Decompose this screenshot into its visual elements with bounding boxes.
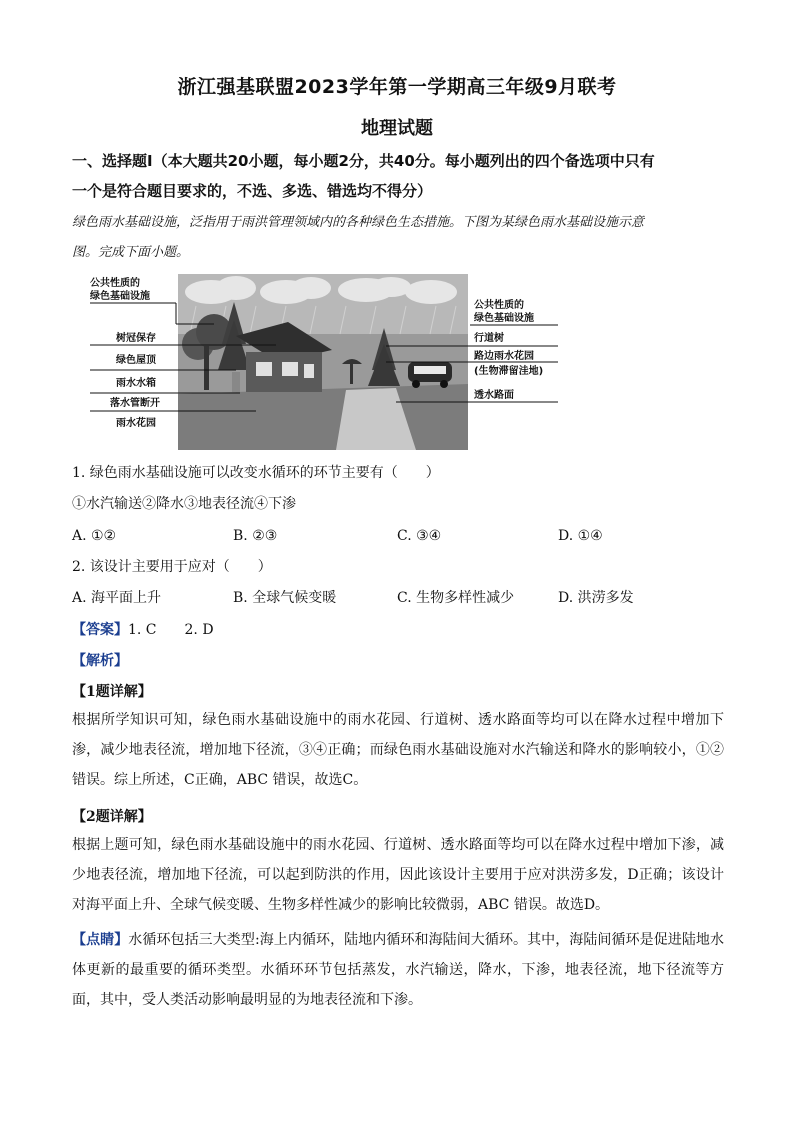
answer-tag: 【答案】 — [72, 622, 128, 638]
right-label-bioretention: (生物滞留洼地) — [474, 366, 544, 377]
detail-2-tag: 【2题详解】 — [72, 809, 152, 825]
left-label-canopy: 树冠保存 — [116, 333, 156, 344]
right-label-permeable-road: 透水路面 — [474, 390, 514, 401]
question-1-items: ①水汽输送②降水③地表径流④下渗 — [72, 496, 296, 512]
question-1-stem: 1. 绿色雨水基础设施可以改变水循环的环节主要有（ ） — [72, 465, 440, 481]
detail-2-heading — [72, 807, 732, 827]
section-heading-line-2: 一个是符合题目要求的，不选、多选、错选均不得分） — [72, 182, 433, 200]
tip-tag: 【点睛】 — [72, 932, 129, 948]
answer-line — [72, 620, 732, 640]
rainwater-infrastructure-figure — [86, 274, 562, 450]
left-label-rain-tank: 雨水水箱 — [116, 378, 156, 389]
detail-2-text: 根据上题可知，绿色雨水基础设施中的雨水花园、行道树、透水路面等均可以在降水过程中增加下渗，减少地表径流，增加地下径流，可以起到防洪的作用，因此该设计主要用于应对洪涝多发，D正确；该设计对海平面上升、全球气候变暖、生物多样性减少的影响比较微弱，ABC 错误。故选D。 — [72, 837, 724, 913]
tip-paragraph — [72, 925, 724, 1015]
page-subtitle: 地理试题 — [361, 118, 433, 139]
right-label-street-tree: 行道树 — [474, 333, 504, 344]
right-header-line-1: 公共性质的 — [474, 300, 524, 311]
intro-line-1: 绿色雨水基础设施，泛指用于雨洪管理领域内的各种绿色生态措施。下图为某绿色雨水基础设施示意 — [72, 215, 645, 230]
intro-line-2: 图。完成下面小题。 — [72, 245, 190, 260]
question-1-option-c: C. ③④ — [397, 528, 442, 544]
page-title: 浙江强基联盟2023学年第一学期高三年级9月联考 — [177, 76, 617, 98]
ground — [178, 384, 468, 450]
left-label-green-roof: 绿色屋顶 — [116, 355, 156, 366]
right-label-roadside-garden: 路边雨水花园 — [474, 351, 534, 362]
question-2-stem: 2. 该设计主要用于应对（ ） — [72, 559, 272, 575]
detail-1-text: 根据所学知识可知，绿色雨水基础设施中的雨水花园、行道树、透水路面等均可以在降水过程中增加下渗，减少地表径流，增加地下径流，③④正确；而绿色雨水基础设施对水汽输送和降水的影响较小，①②错误。综上所述，C正确，ABC 错误，故选C。 — [72, 712, 724, 788]
left-header-line-1: 公共性质的 — [90, 278, 140, 289]
question-2-option-b: B. 全球气候变暖 — [233, 590, 337, 606]
section-heading-line-1: 一、选择题Ⅰ（本大题共20小题，每小题2分，共40分。每小题列出的四个备选项中只有 — [72, 152, 655, 170]
question-1-option-a: A. ①② — [72, 528, 117, 544]
analysis-line — [72, 651, 732, 671]
detail-1-heading — [72, 682, 732, 702]
question-2-option-d: D. 洪涝多发 — [558, 590, 634, 606]
answer-text: 1. C 2. D — [128, 622, 214, 638]
question-2-option-c: C. 生物多样性减少 — [397, 590, 515, 606]
left-label-downspout: 落水管断开 — [110, 398, 160, 409]
right-header-line-2: 绿色基础设施 — [474, 313, 534, 324]
detail-1-tag: 【1题详解】 — [72, 684, 152, 700]
question-1-option-b: B. ②③ — [233, 528, 278, 544]
left-header-line-2: 绿色基础设施 — [90, 291, 150, 302]
question-1-option-d: D. ①④ — [558, 528, 603, 544]
question-2-option-a: A. 海平面上升 — [72, 590, 162, 606]
left-label-rain-garden: 雨水花园 — [116, 418, 156, 429]
analysis-tag: 【解析】 — [72, 653, 128, 669]
tip-text: 水循环包括三大类型:海上内循环，陆地内循环和海陆间大循环。其中，海陆间循环是促进陆地水体更新的最重要的循环类型。水循环环节包括蒸发，水汽输送，降水，下渗，地表径流，地下径流等方面，其中，受人类活动影响最明显的为地表径流和下渗。 — [72, 932, 725, 1008]
